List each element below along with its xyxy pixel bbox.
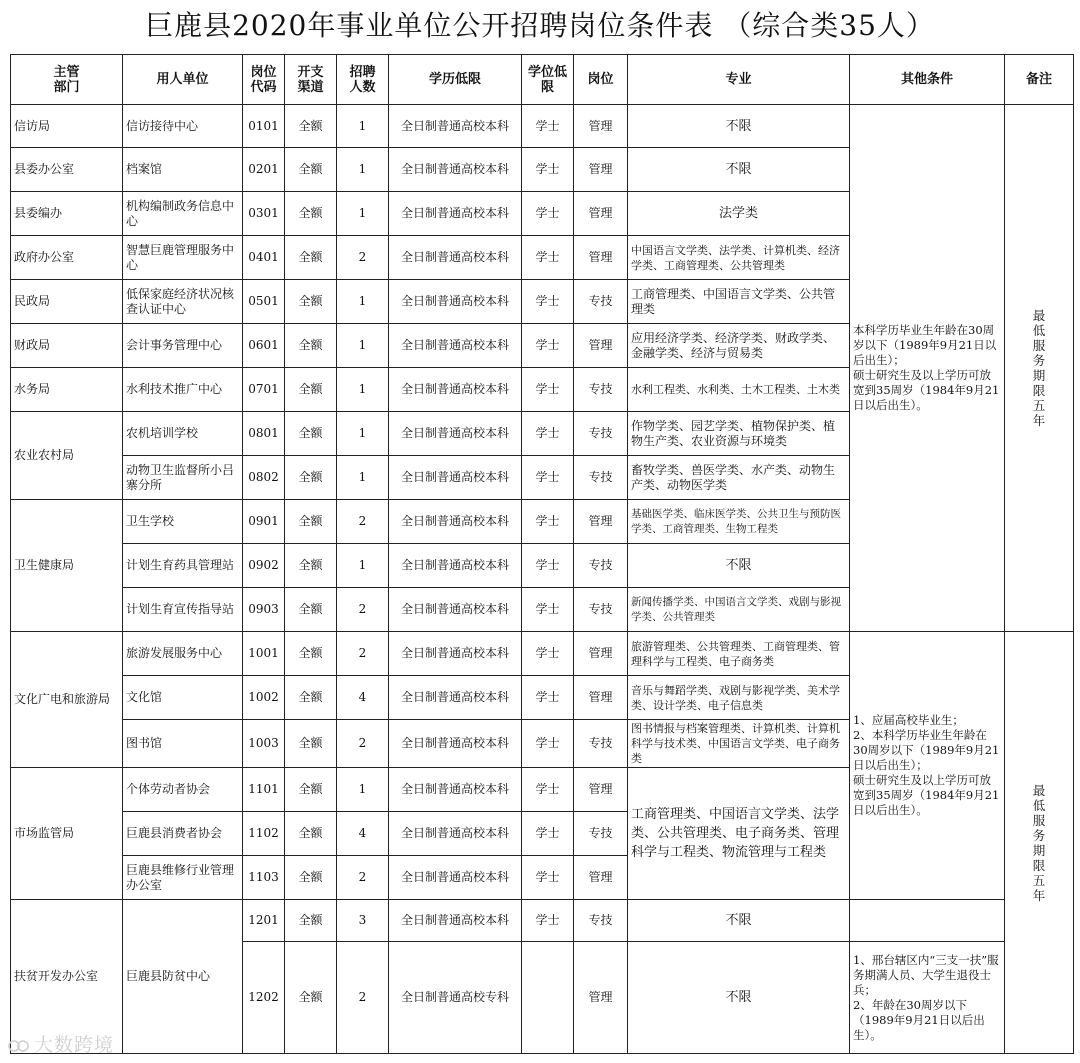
count-cell: 2 <box>337 720 389 768</box>
major-cell: 音乐与舞蹈学类、戏剧与影视学类、美术学类、设计学类、电子信息类 <box>628 676 850 720</box>
degree-cell <box>522 942 574 1054</box>
count-cell: 2 <box>337 942 389 1054</box>
count-cell: 1 <box>337 324 389 368</box>
fund-cell: 全额 <box>285 412 337 456</box>
count-cell: 1 <box>337 456 389 500</box>
edu-cell: 全日制普通高校本科 <box>389 812 522 856</box>
major-cell: 旅游管理类、公共管理类、工商管理类、管理科学与工程类、电子商务类 <box>628 632 850 676</box>
table-row <box>11 900 1074 942</box>
code-cell: 1202 <box>243 942 285 1054</box>
unit-cell: 个体劳动者协会 <box>123 768 243 812</box>
fund-cell: 全额 <box>285 900 337 942</box>
header-post: 岗位 <box>574 55 628 105</box>
unit-cell: 低保家庭经济状况核查认证中心 <box>123 280 243 324</box>
degree-cell: 学士 <box>522 192 574 236</box>
post-cell: 管理 <box>574 105 628 148</box>
code-cell: 0201 <box>243 148 285 192</box>
other-conditions-cell: 1、邢台辖区内“三支一扶”服务期满人员、大学生退役士兵； 2、年龄在30周岁以下（1989年9月21日以后出生）。 <box>850 942 1005 1054</box>
edu-cell: 全日制普通高校本科 <box>389 768 522 812</box>
header-degree: 学位低 限 <box>522 55 574 105</box>
unit-cell: 卫生学校 <box>123 500 243 544</box>
degree-cell: 学士 <box>522 105 574 148</box>
code-cell: 1003 <box>243 720 285 768</box>
unit-cell: 计划生育药具管理站 <box>123 544 243 588</box>
header-count: 招聘 人数 <box>337 55 389 105</box>
code-cell: 0902 <box>243 544 285 588</box>
post-cell: 管理 <box>574 500 628 544</box>
fund-cell: 全额 <box>285 768 337 812</box>
code-cell: 1002 <box>243 676 285 720</box>
fund-cell: 全额 <box>285 544 337 588</box>
edu-cell: 全日制普通高校本科 <box>389 148 522 192</box>
fund-cell: 全额 <box>285 456 337 500</box>
recruitment-table <box>10 54 1074 1054</box>
code-cell: 0401 <box>243 236 285 280</box>
dept-cell: 政府办公室 <box>11 236 123 280</box>
code-cell: 1001 <box>243 632 285 676</box>
degree-cell: 学士 <box>522 676 574 720</box>
unit-cell: 水利技术推广中心 <box>123 368 243 412</box>
post-cell: 管理 <box>574 856 628 900</box>
code-cell: 0903 <box>243 588 285 632</box>
major-cell: 水利工程类、水利类、土木工程类、土木类 <box>628 368 850 412</box>
count-cell: 4 <box>337 676 389 720</box>
post-cell: 管理 <box>574 676 628 720</box>
degree-cell: 学士 <box>522 632 574 676</box>
table-row <box>11 632 1074 676</box>
unit-cell: 文化馆 <box>123 676 243 720</box>
edu-cell: 全日制普通高校本科 <box>389 588 522 632</box>
fund-cell: 全额 <box>285 324 337 368</box>
dept-cell: 文化广电和旅游局 <box>11 632 123 768</box>
table-row <box>11 105 1074 148</box>
degree-cell: 学士 <box>522 588 574 632</box>
post-cell: 管理 <box>574 768 628 812</box>
code-cell: 0701 <box>243 368 285 412</box>
degree-cell: 学士 <box>522 324 574 368</box>
major-cell: 作物学类、园艺学类、植物保护类、植物生产类、农业资源与环境类 <box>628 412 850 456</box>
edu-cell: 全日制普通高校本科 <box>389 192 522 236</box>
fund-cell: 全额 <box>285 632 337 676</box>
count-cell: 1 <box>337 412 389 456</box>
dept-cell: 县委办公室 <box>11 148 123 192</box>
count-cell: 2 <box>337 500 389 544</box>
count-cell: 2 <box>337 588 389 632</box>
fund-cell: 全额 <box>285 368 337 412</box>
dept-cell: 市场监管局 <box>11 768 123 900</box>
fund-cell: 全额 <box>285 500 337 544</box>
header-other: 其他条件 <box>850 55 1005 105</box>
fund-cell: 全额 <box>285 280 337 324</box>
edu-cell: 全日制普通高校本科 <box>389 856 522 900</box>
post-cell: 专技 <box>574 544 628 588</box>
count-cell: 1 <box>337 768 389 812</box>
header-unit: 用人单位 <box>123 55 243 105</box>
other-conditions-cell: 本科学历毕业生年龄在30周岁以下（1989年9月21日以后出生）； 硕士研究生及以上学历可放宽到35周岁（1984年9月21日以后出生）。 <box>850 105 1005 632</box>
fund-cell: 全额 <box>285 856 337 900</box>
edu-cell: 全日制普通高校本科 <box>389 105 522 148</box>
degree-cell: 学士 <box>522 720 574 768</box>
unit-cell: 动物卫生监督所小吕寨分所 <box>123 456 243 500</box>
edu-cell: 全日制普通高校本科 <box>389 280 522 324</box>
fund-cell: 全额 <box>285 192 337 236</box>
header-edu: 学历低限 <box>389 55 522 105</box>
edu-cell: 全日制普通高校本科 <box>389 456 522 500</box>
major-cell: 应用经济学类、经济学类、财政学类、金融学类、经济与贸易类 <box>628 324 850 368</box>
major-cell: 畜牧学类、兽医学类、水产类、动物生产类、动物医学类 <box>628 456 850 500</box>
edu-cell: 全日制普通高校本科 <box>389 412 522 456</box>
page-title: 巨鹿县2020年事业单位公开招聘岗位条件表 （综合类35人） <box>145 9 935 42</box>
code-cell: 0901 <box>243 500 285 544</box>
count-cell: 1 <box>337 368 389 412</box>
header-code: 岗位 代码 <box>243 55 285 105</box>
degree-cell: 学士 <box>522 368 574 412</box>
header-remark: 备注 <box>1005 55 1074 105</box>
edu-cell: 全日制普通高校本科 <box>389 368 522 412</box>
edu-cell: 全日制普通高校本科 <box>389 632 522 676</box>
post-cell: 管理 <box>574 236 628 280</box>
edu-cell: 全日制普通高校本科 <box>389 236 522 280</box>
major-cell: 新闻传播学类、中国语言文学类、戏剧与影视学类、公共管理类 <box>628 588 850 632</box>
post-cell: 专技 <box>574 812 628 856</box>
edu-cell: 全日制普通高校本科 <box>389 544 522 588</box>
header-major: 专业 <box>628 55 850 105</box>
unit-cell: 机构编制政务信息中心 <box>123 192 243 236</box>
dept-cell: 卫生健康局 <box>11 500 123 632</box>
unit-cell: 信访接待中心 <box>123 105 243 148</box>
degree-cell: 学士 <box>522 456 574 500</box>
major-cell: 工商管理类、中国语言文学类、法学类、公共管理类、电子商务类、管理科学与工程类、物流管理与工程类 <box>628 768 850 900</box>
count-cell: 4 <box>337 812 389 856</box>
post-cell: 专技 <box>574 588 628 632</box>
post-cell: 管理 <box>574 324 628 368</box>
post-cell: 专技 <box>574 412 628 456</box>
code-cell: 0501 <box>243 280 285 324</box>
major-cell: 基础医学类、临床医学类、公共卫生与预防医学类、工商管理类、生物工程类 <box>628 500 850 544</box>
fund-cell: 全额 <box>285 812 337 856</box>
unit-cell: 智慧巨鹿管理服务中心 <box>123 236 243 280</box>
post-cell: 管理 <box>574 942 628 1054</box>
edu-cell: 全日制普通高校本科 <box>389 900 522 942</box>
dept-cell: 扶贫开发办公室 <box>11 900 123 1054</box>
code-cell: 0601 <box>243 324 285 368</box>
code-cell: 0802 <box>243 456 285 500</box>
major-cell: 图书情报与档案管理类、计算机类、计算机科学与技术类、中国语言文学类、电子商务类 <box>628 720 850 768</box>
dept-cell: 水务局 <box>11 368 123 412</box>
edu-cell: 全日制普通高校本科 <box>389 500 522 544</box>
degree-cell: 学士 <box>522 412 574 456</box>
fund-cell: 全额 <box>285 105 337 148</box>
header-fund: 开支 渠道 <box>285 55 337 105</box>
post-cell: 专技 <box>574 368 628 412</box>
degree-cell: 学士 <box>522 544 574 588</box>
dept-cell: 信访局 <box>11 105 123 148</box>
fund-cell: 全额 <box>285 720 337 768</box>
unit-cell: 巨鹿县消费者协会 <box>123 812 243 856</box>
code-cell: 0301 <box>243 192 285 236</box>
degree-cell: 学士 <box>522 148 574 192</box>
fund-cell: 全额 <box>285 148 337 192</box>
post-cell: 管理 <box>574 632 628 676</box>
unit-cell: 图书馆 <box>123 720 243 768</box>
code-cell: 0101 <box>243 105 285 148</box>
dept-cell: 民政局 <box>11 280 123 324</box>
fund-cell: 全额 <box>285 942 337 1054</box>
code-cell: 1102 <box>243 812 285 856</box>
remark-cell: 最 低 服 务 期 限 五 年 <box>1005 632 1074 1054</box>
unit-cell: 巨鹿县维修行业管理办公室 <box>123 856 243 900</box>
watermark-text: 大数跨境 <box>34 1034 115 1056</box>
count-cell: 1 <box>337 192 389 236</box>
post-cell: 专技 <box>574 900 628 942</box>
post-cell: 专技 <box>574 280 628 324</box>
unit-cell: 会计事务管理中心 <box>123 324 243 368</box>
fund-cell: 全额 <box>285 676 337 720</box>
major-cell: 不限 <box>628 148 850 192</box>
watermark <box>8 1030 114 1057</box>
major-cell: 中国语言文学类、法学类、计算机类、经济学类、工商管理类、公共管理类 <box>628 236 850 280</box>
count-cell: 2 <box>337 236 389 280</box>
unit-cell: 计划生育宣传指导站 <box>123 588 243 632</box>
dept-cell: 农业农村局 <box>11 412 123 500</box>
dept-cell: 县委编办 <box>11 192 123 236</box>
unit-cell: 旅游发展服务中心 <box>123 632 243 676</box>
edu-cell: 全日制普通高校本科 <box>389 324 522 368</box>
code-cell: 1101 <box>243 768 285 812</box>
edu-cell: 全日制普通高校专科 <box>389 942 522 1054</box>
unit-cell: 巨鹿县防贫中心 <box>123 900 243 1054</box>
watermark-logo-icon <box>8 1038 30 1054</box>
edu-cell: 全日制普通高校本科 <box>389 720 522 768</box>
count-cell: 1 <box>337 280 389 324</box>
remark-cell: 最 低 服 务 期 限 五 年 <box>1005 105 1074 632</box>
major-cell: 工商管理类、中国语言文学类、公共管理类 <box>628 280 850 324</box>
post-cell: 管理 <box>574 192 628 236</box>
post-cell: 管理 <box>574 148 628 192</box>
degree-cell: 学士 <box>522 856 574 900</box>
major-cell: 法学类 <box>628 192 850 236</box>
post-cell: 专技 <box>574 720 628 768</box>
degree-cell: 学士 <box>522 280 574 324</box>
fund-cell: 全额 <box>285 588 337 632</box>
count-cell: 2 <box>337 856 389 900</box>
fund-cell: 全额 <box>285 236 337 280</box>
code-cell: 0801 <box>243 412 285 456</box>
major-cell: 不限 <box>628 105 850 148</box>
count-cell: 3 <box>337 900 389 942</box>
degree-cell: 学士 <box>522 236 574 280</box>
count-cell: 1 <box>337 148 389 192</box>
degree-cell: 学士 <box>522 768 574 812</box>
header-dept: 主管 部门 <box>11 55 123 105</box>
header-row <box>11 55 1074 105</box>
degree-cell: 学士 <box>522 500 574 544</box>
major-cell: 不限 <box>628 900 850 942</box>
count-cell: 2 <box>337 632 389 676</box>
code-cell: 1103 <box>243 856 285 900</box>
code-cell: 1201 <box>243 900 285 942</box>
degree-cell: 学士 <box>522 812 574 856</box>
major-cell: 不限 <box>628 942 850 1054</box>
count-cell: 1 <box>337 105 389 148</box>
count-cell: 1 <box>337 544 389 588</box>
edu-cell: 全日制普通高校本科 <box>389 676 522 720</box>
unit-cell: 档案馆 <box>123 148 243 192</box>
post-cell: 专技 <box>574 456 628 500</box>
unit-cell: 农机培训学校 <box>123 412 243 456</box>
other-conditions-cell: 1、应届高校毕业生； 2、本科学历毕业生年龄在30周岁以下（1989年9月21 日以后出生）； 硕士研究生及以上学历可放宽到35周岁（1984年9月21日以后出生）。 <box>850 632 1005 900</box>
dept-cell: 财政局 <box>11 324 123 368</box>
major-cell: 不限 <box>628 544 850 588</box>
degree-cell: 学士 <box>522 900 574 942</box>
